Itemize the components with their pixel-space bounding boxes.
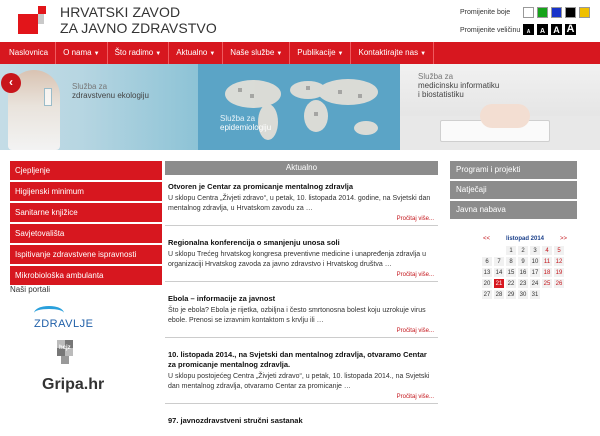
banner-panel-ecology[interactable]: [0, 64, 198, 150]
nav-item-naslovnica[interactable]: [2, 42, 56, 64]
banner-prev-arrow-icon[interactable]: ‹: [1, 73, 21, 93]
font-size-button-medium[interactable]: A: [537, 24, 548, 35]
calendar-day[interactable]: 23: [517, 278, 529, 289]
news-article-excerpt: Što je ebola? Ebola je rijetka, ozbiljna i često smrtonosna bolest koju uzrokuje virus ebole. Prenosi se izravnim kontaktom s krvlju ili …: [168, 307, 426, 324]
calendar-day[interactable]: 19: [553, 267, 565, 278]
news-article-excerpt: U sklopu Centra „Živjeti zdravo“, u petak, 10. listopada 2014. godine, na Svjetski dan mentalnog zdravlja, u Hrvatskom zavodu za …: [168, 195, 431, 212]
nav-item-aktualno[interactable]: [169, 42, 223, 64]
read-more-link[interactable]: Pročitaj više...: [396, 328, 434, 334]
calendar-day[interactable]: 27: [481, 289, 493, 300]
site-title-line2: ZA JAVNO ZDRAVSTVO: [60, 20, 217, 36]
font-size-options: [523, 24, 576, 35]
portals-title: Naši portali: [10, 285, 51, 294]
chevron-down-icon: ▼: [420, 51, 427, 57]
chevron-down-icon: ▼: [209, 51, 216, 57]
nav-item-sto-radimo[interactable]: [108, 42, 170, 64]
hero-banner: [0, 64, 600, 150]
calendar-day[interactable]: 11: [541, 256, 553, 267]
right-menu-item-javna-nabava[interactable]: Javna nabava: [450, 201, 577, 219]
site-logo[interactable]: [18, 6, 46, 34]
size-change-label: Promijenite veličinu: [460, 27, 521, 34]
calendar-day[interactable]: 16: [517, 267, 529, 278]
news-article: [165, 178, 438, 226]
news-list: [165, 178, 438, 436]
right-menu-item-programi[interactable]: Programi i projekti: [450, 161, 577, 179]
calendar-day[interactable]: 2: [517, 245, 529, 256]
calendar-month-title: listopad 2014: [505, 236, 544, 242]
calendar-empty-cell: [541, 289, 553, 300]
calendar-day[interactable]: 22: [505, 278, 517, 289]
chevron-down-icon: ▼: [93, 51, 100, 57]
news-section-header: Aktualno: [165, 161, 438, 175]
site-title[interactable]: [60, 4, 217, 36]
water-glass-image: [44, 88, 52, 106]
news-article-excerpt: U sklopu postojećeg Centra „Živjeti zdravo“, u petak, 10. listopada 2014., na Svjetski dan mentalnog zdravlja, otvaramo Centar za promicanje …: [168, 373, 430, 390]
calendar-day[interactable]: 28: [493, 289, 505, 300]
nav-item-label: Naslovnica: [9, 48, 49, 57]
left-menu-item-cjepljenje[interactable]: Cjepljenje: [10, 161, 162, 180]
calendar-day[interactable]: 10: [529, 256, 541, 267]
right-menu: [450, 161, 577, 221]
calendar-day[interactable]: 7: [493, 256, 505, 267]
calendar-day[interactable]: 5: [553, 245, 565, 256]
news-article-title[interactable]: 10. listopada 2014., na Svjetski dan mentalnog zdravlja, otvaramo Centar za promicanje mentalnog zdravlja.: [168, 350, 427, 369]
color-swatch-blue[interactable]: [551, 7, 562, 18]
nav-item-publikacije[interactable]: [290, 42, 351, 64]
nav-item-label: Aktualno: [176, 48, 208, 57]
events-calendar: [481, 234, 569, 300]
calendar-day[interactable]: 17: [529, 267, 541, 278]
color-swatch-white[interactable]: [523, 7, 534, 18]
nav-item-label: O nama: [63, 48, 92, 57]
left-menu-item-mikrobioloska-ambulanta[interactable]: Mikrobiološka ambulanta: [10, 266, 162, 285]
nav-item-label: Publikacije: [297, 48, 336, 57]
left-menu-item-sanitarne-knjizice[interactable]: Sanitarne knjižice: [10, 203, 162, 222]
hand-image: [480, 104, 530, 128]
read-more-link[interactable]: Pročitaj više...: [396, 216, 434, 222]
calendar-empty-cell: [553, 289, 565, 300]
calendar-next-button[interactable]: >>: [559, 236, 567, 242]
calendar-day[interactable]: 31: [529, 289, 541, 300]
calendar-day[interactable]: 14: [493, 267, 505, 278]
banner-panel-title-line2: i biostatistiku: [418, 90, 464, 99]
portal-hcjz-logo[interactable]: hcjz: [57, 340, 79, 364]
calendar-day[interactable]: 15: [505, 267, 517, 278]
calendar-day[interactable]: 12: [553, 256, 565, 267]
banner-panel-title: medicinsku informatiku: [418, 81, 500, 90]
calendar-day[interactable]: 20: [481, 278, 493, 289]
font-size-button-small[interactable]: A: [523, 24, 534, 35]
left-menu: [10, 161, 162, 287]
calendar-empty-cell: [481, 245, 493, 256]
news-article-title[interactable]: Regionalna konferencija o smanjenju unosa soli: [168, 238, 340, 247]
news-article-title[interactable]: Ebola – informacije za javnost: [168, 294, 276, 303]
nav-item-kontaktirajte-nas[interactable]: [351, 42, 434, 64]
news-article: [165, 234, 438, 282]
left-menu-item-ispitivanje[interactable]: Ispitivanje zdravstvene ispravnosti: [10, 245, 162, 264]
banner-panel-small-text: Služba za: [72, 82, 108, 91]
calendar-day[interactable]: 29: [505, 289, 517, 300]
calendar-prev-button[interactable]: <<: [483, 236, 491, 242]
news-article-title[interactable]: Otvoren je Centar za promicanje mentalnog zdravlja: [168, 182, 354, 191]
calendar-day[interactable]: 26: [553, 278, 565, 289]
calendar-empty-cell: [493, 245, 505, 256]
calendar-day[interactable]: 21: [493, 278, 505, 289]
portal-gripa-logo[interactable]: Gripa.hr: [42, 376, 105, 393]
font-size-button-xlarge[interactable]: A: [566, 23, 575, 35]
read-more-link[interactable]: Pročitaj više...: [396, 272, 434, 278]
banner-panel-small-text: Služba za: [418, 72, 454, 81]
site-header: [0, 0, 600, 42]
read-more-link[interactable]: Pročitaj više...: [396, 394, 434, 400]
color-swatch-yellow[interactable]: [579, 7, 590, 18]
news-article: [165, 346, 438, 404]
banner-panel-title: epidemiologiju: [220, 123, 272, 132]
right-menu-item-natjecaji[interactable]: Natječaji: [450, 181, 577, 199]
main-navigation: [0, 42, 600, 64]
calendar-day[interactable]: 4: [541, 245, 553, 256]
font-size-button-large[interactable]: A: [551, 24, 562, 35]
calendar-day[interactable]: 1: [505, 245, 517, 256]
calendar-day[interactable]: 25: [541, 278, 553, 289]
chevron-down-icon: ▼: [155, 51, 162, 57]
nav-item-label: Naše službe: [230, 48, 275, 57]
banner-panel-epidemiology[interactable]: [198, 64, 400, 150]
nav-item-label: Kontaktirajte nas: [358, 48, 419, 57]
nav-item-nase-sluzbe[interactable]: [223, 42, 290, 64]
color-swatch-green[interactable]: [537, 7, 548, 18]
news-article-excerpt: U sklopu Trećeg hrvatskog kongresa preventivne medicine i unapređenja zdravlja u organizaciji Hrvatskog zavoda za javno zdravstvo i Hrvatskog društva …: [168, 251, 426, 268]
calendar-day[interactable]: 18: [541, 267, 553, 278]
color-change-label: Promijenite boje: [460, 9, 511, 16]
banner-panel-title: zdravstvenu ekologiju: [72, 91, 149, 100]
nav-item-label: Što radimo: [114, 48, 154, 57]
calendar-day[interactable]: 6: [481, 256, 493, 267]
chevron-down-icon: ▼: [337, 51, 344, 57]
news-article: [165, 290, 438, 338]
portal-zdravlje-logo[interactable]: ZDRAVLJE: [34, 306, 144, 334]
news-article: [165, 412, 438, 428]
color-swatch-black[interactable]: [565, 7, 576, 18]
calendar-day[interactable]: 9: [517, 256, 529, 267]
chevron-down-icon: ▼: [276, 51, 283, 57]
banner-panel-small-text: Služba za: [220, 114, 256, 123]
calendar-grid: [481, 245, 569, 300]
news-article-title[interactable]: 97. javnozdravstveni stručni sastanak: [168, 416, 303, 425]
calendar-day[interactable]: 24: [529, 278, 541, 289]
nav-item-o-nama[interactable]: [56, 42, 107, 64]
world-map-image: [198, 64, 400, 150]
color-swatches: [523, 7, 590, 18]
calendar-day[interactable]: 3: [529, 245, 541, 256]
left-menu-item-savjetovalista[interactable]: Savjetovališta: [10, 224, 162, 243]
banner-panel-informatics[interactable]: [400, 64, 600, 150]
calendar-day[interactable]: 13: [481, 267, 493, 278]
calendar-day[interactable]: 30: [517, 289, 529, 300]
calendar-day[interactable]: 8: [505, 256, 517, 267]
left-menu-item-higijenski-minimum[interactable]: Higijenski minimum: [10, 182, 162, 201]
site-title-line1: HRVATSKI ZAVOD: [60, 4, 181, 20]
